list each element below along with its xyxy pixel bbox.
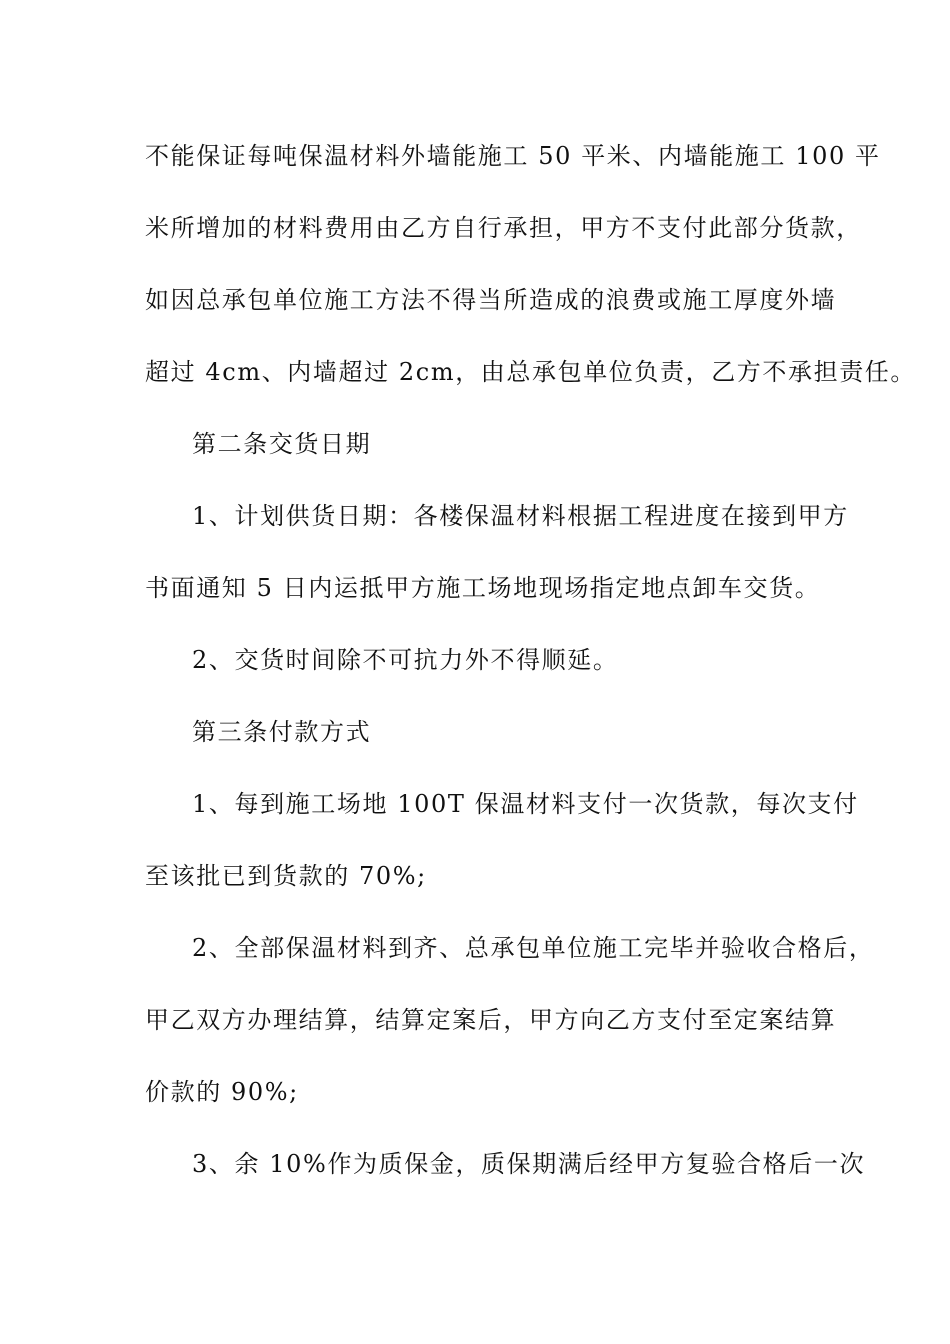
paragraph-line: 米所增加的材料费用由乙方自行承担，甲方不支付此部分货款， xyxy=(145,214,862,242)
paragraph-line: 至该批已到货款的 70%; xyxy=(145,862,427,890)
paragraph-line: 3、余 10%作为质保金，质保期满后经甲方复验合格后一次 xyxy=(192,1150,866,1178)
paragraph-line: 2、全部保温材料到齐、总承包单位施工完毕并验收合格后， xyxy=(192,934,875,962)
paragraph-line: 不能保证每吨保温材料外墙能施工 50 平米、内墙能施工 100 平 xyxy=(145,142,881,170)
paragraph-line: 书面通知 5 日内运抵甲方施工场地现场指定地点卸车交货。 xyxy=(145,574,821,602)
paragraph-line: 1、每到施工场地 100T 保温材料支付一次货款，每次支付 xyxy=(192,790,859,818)
paragraph-line: 超过 4cm、内墙超过 2cm，由总承包单位负责，乙方不承担责任。 xyxy=(145,358,916,386)
paragraph-line: 2、交货时间除不可抗力外不得顺延。 xyxy=(192,646,619,674)
paragraph-line: 甲乙双方办理结算，结算定案后，甲方向乙方支付至定案结算 xyxy=(145,1006,837,1034)
paragraph-line: 如因总承包单位施工方法不得当所造成的浪费或施工厚度外墙 xyxy=(145,286,837,314)
paragraph-line: 价款的 90%; xyxy=(145,1078,299,1106)
paragraph-line: 1、计划供货日期：各楼保温材料根据工程进度在接到甲方 xyxy=(192,502,849,530)
section-heading: 第三条付款方式 xyxy=(192,718,372,746)
section-heading: 第二条交货日期 xyxy=(192,430,372,458)
